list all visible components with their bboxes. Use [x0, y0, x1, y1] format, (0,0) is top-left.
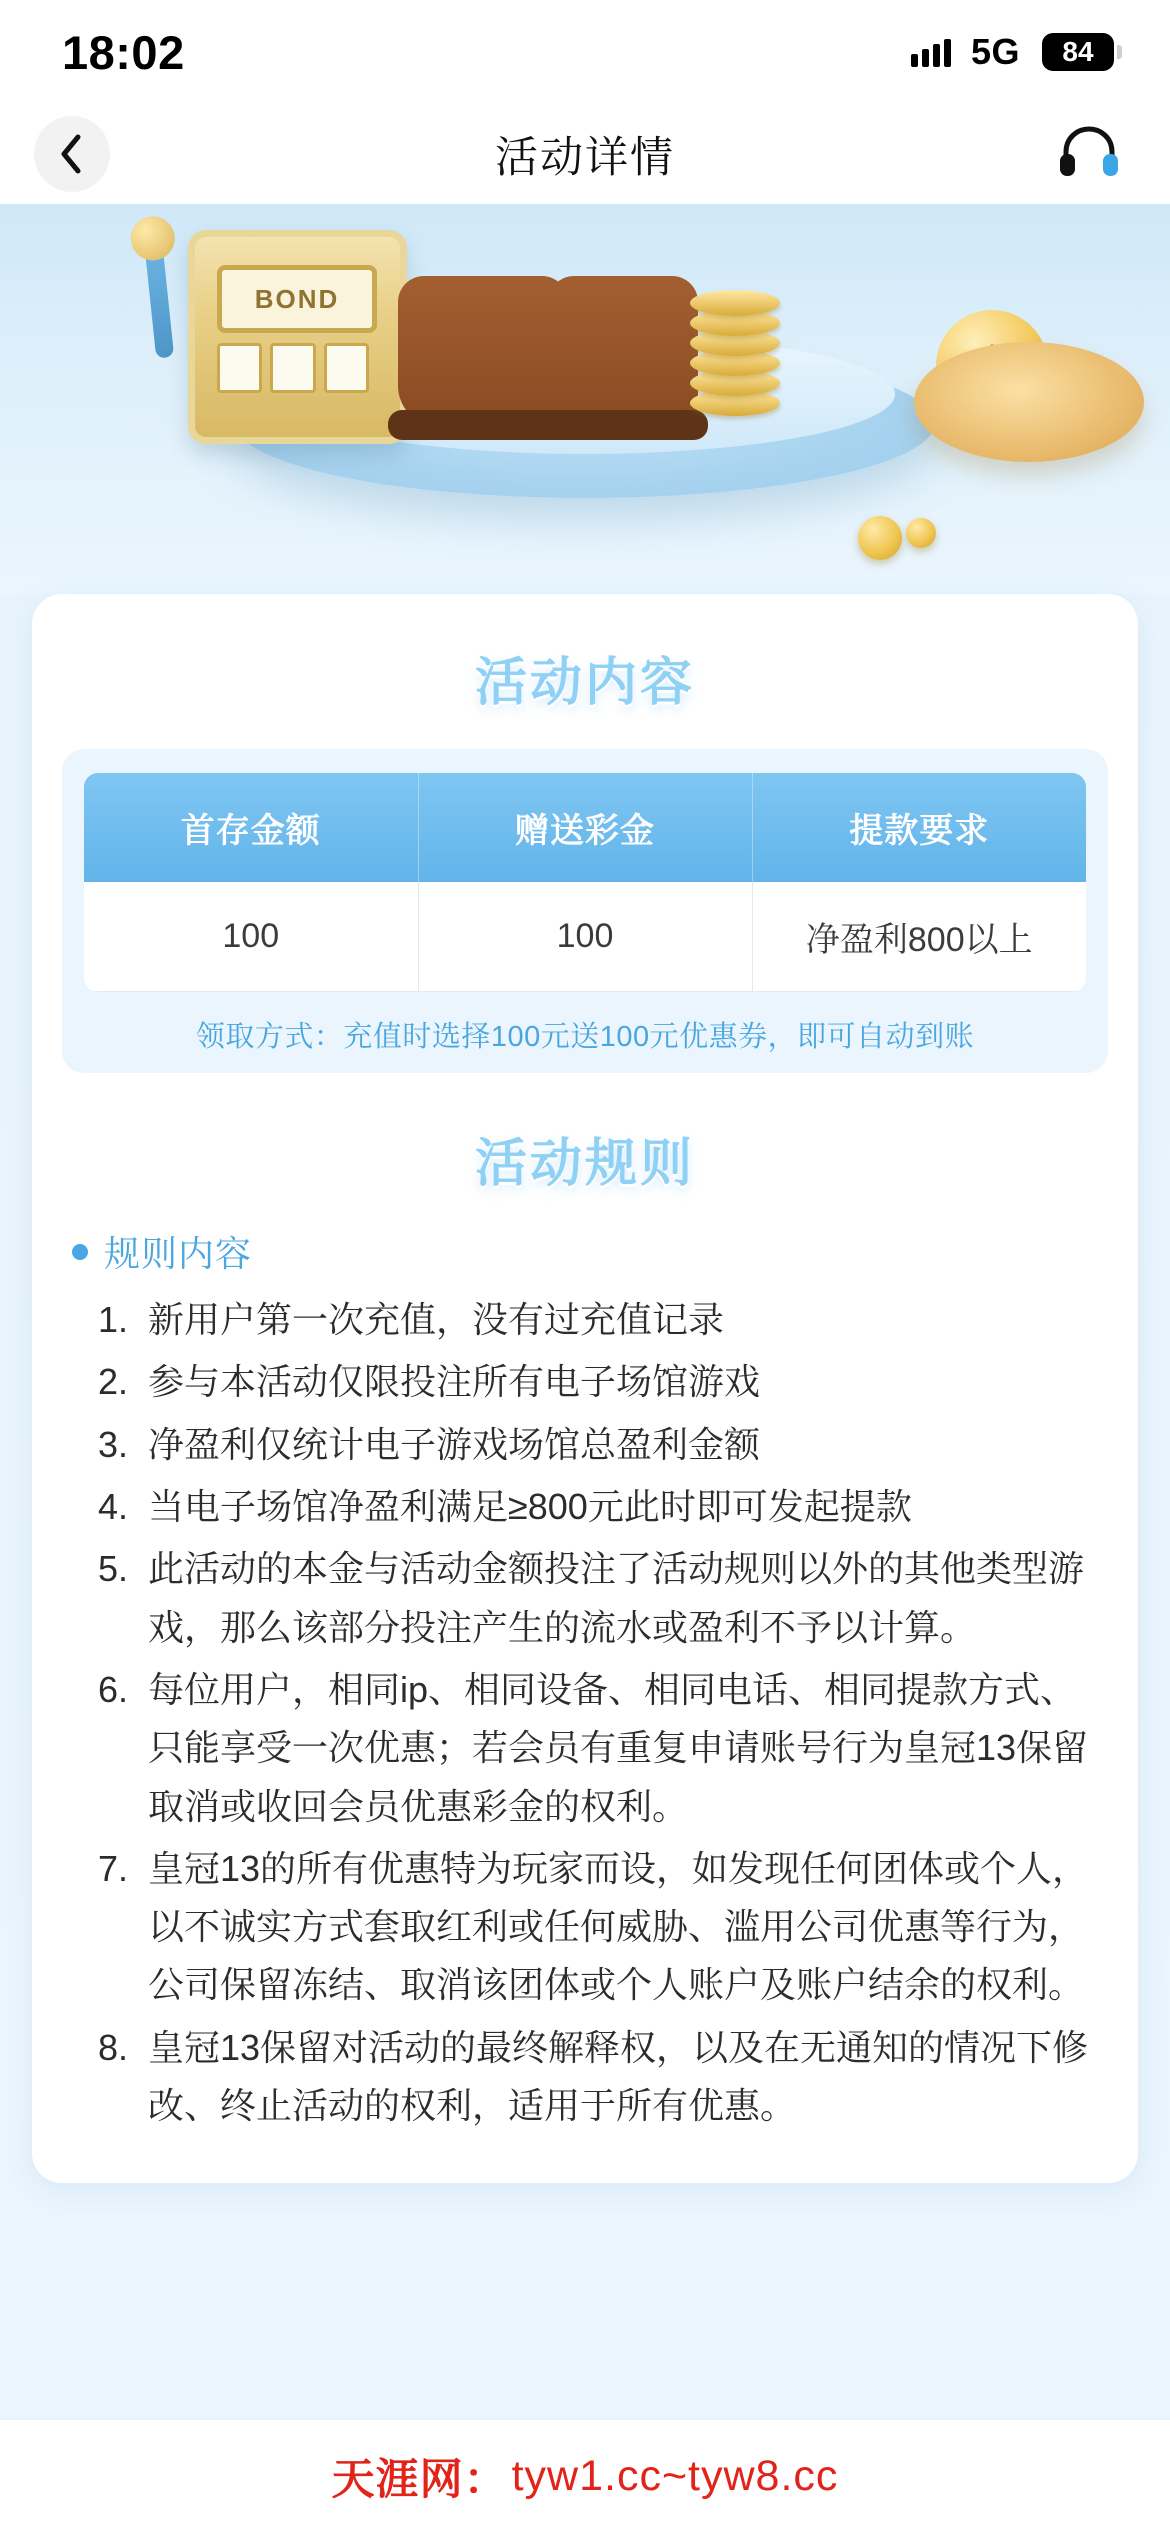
battery-percent: 84	[1062, 36, 1094, 67]
status-indicators	[911, 31, 1114, 73]
table-row	[84, 882, 1086, 992]
chevron-left-icon	[57, 132, 87, 176]
list-item: 1. 新用户第一次充值，没有过充值记录	[138, 1291, 1108, 1349]
claim-method-note: 领取方式：充值时选择100元送100元优惠券，即可自动到账	[195, 1021, 975, 1053]
footer-site-label: 天涯网：	[331, 2455, 508, 2504]
content-area	[0, 594, 1170, 2419]
list-item: 2. 参与本活动仅限投注所有电子场馆游戏	[138, 1353, 1108, 1411]
slot-machine-label: BOND	[217, 265, 377, 333]
small-coin-icon	[906, 518, 936, 548]
slot-machine-icon	[188, 230, 407, 444]
slot-reels	[217, 343, 369, 393]
network-type-label: 5G	[970, 31, 1020, 72]
activity-rules-title: 活动规则	[474, 1135, 695, 1193]
list-item: 8. 皇冠13保留对活动的最终解释权，以及在无通知的情况下修改、终止活动的权利，适用于所有优惠。	[138, 2019, 1108, 2136]
list-item: 5. 此活动的本金与活动金额投注了活动规则以外的其他类型游戏，那么该部分投注产生的流水或盈利不予以计算。	[138, 1540, 1108, 1657]
activity-table-wrapper	[62, 749, 1108, 1073]
rules-list	[62, 1291, 1108, 2135]
boot-right-icon	[548, 276, 698, 426]
headset-icon	[1058, 124, 1120, 185]
hero-banner	[0, 204, 1170, 594]
rules-subheading	[72, 1226, 1108, 1277]
column-header-bonus: 赠送彩金	[418, 773, 752, 882]
list-item: 7. 皇冠13的所有优惠特为玩家而设，如发现任何团体或个人，以不诚实方式套取红利或任何威胁、滥用公司优惠等行为，公司保留冻结、取消该团体或个人账户及账户结余的权利。	[138, 1840, 1108, 2015]
customer-service-button[interactable]	[1054, 119, 1124, 189]
list-item: 4. 当电子场馆净盈利满足≥800元此时即可发起提款	[138, 1478, 1108, 1536]
slot-lever-icon	[144, 237, 174, 358]
activity-card	[32, 594, 1138, 2183]
boot-left-icon	[398, 276, 568, 426]
activity-content-title: 活动内容	[474, 654, 695, 712]
back-button[interactable]	[34, 116, 110, 192]
page-title: 活动详情	[495, 133, 675, 182]
cell-bonus: 100	[418, 882, 752, 992]
nav-bar	[0, 104, 1170, 204]
cell-deposit: 100	[84, 882, 418, 992]
column-header-withdraw: 提款要求	[752, 773, 1086, 882]
column-header-deposit: 首存金额	[84, 773, 418, 882]
list-item: 3. 净盈利仅统计电子游戏场馆总盈利金额	[138, 1416, 1108, 1474]
signal-bars-icon	[911, 37, 951, 67]
battery-icon	[1042, 33, 1114, 71]
hero-illustration	[0, 204, 1170, 594]
cell-withdraw: 净盈利800以上	[752, 882, 1086, 992]
footer-bar	[0, 2419, 1170, 2532]
coin-stack-icon	[690, 256, 780, 416]
activity-table	[84, 773, 1086, 992]
small-coin-icon	[858, 516, 902, 560]
rules-subheading-label: 规则内容	[104, 1233, 253, 1274]
gold-disc-icon	[914, 342, 1144, 462]
status-bar	[0, 0, 1170, 104]
status-time: 18:02	[62, 25, 185, 79]
bullet-dot-icon	[72, 1244, 88, 1260]
list-item: 6. 每位用户，相同ip、相同设备、相同电话、相同提款方式、只能享受一次优惠；若会员有重复申请账号行为皇冠13保留取消或收回会员优惠彩金的权利。	[138, 1661, 1108, 1836]
table-header-row	[84, 773, 1086, 882]
footer-site-link[interactable]: tyw1.cc~tyw8.cc	[511, 2451, 839, 2500]
